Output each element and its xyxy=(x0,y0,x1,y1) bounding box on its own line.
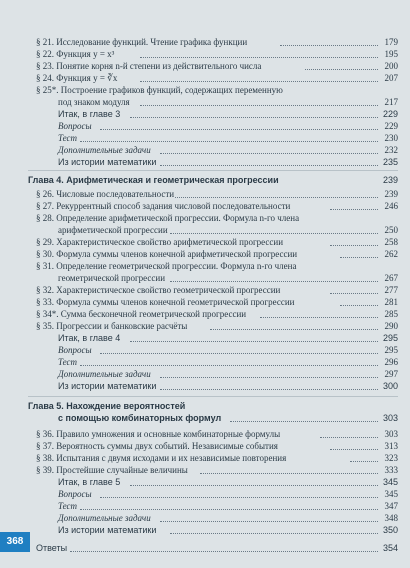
page-number-tab: 368 xyxy=(0,532,30,552)
toc-entry-page: 217 xyxy=(384,97,398,107)
divider xyxy=(28,396,398,397)
toc-entry[interactable] xyxy=(0,524,410,536)
toc-entry-label: Вопросы xyxy=(58,345,92,355)
toc-entry-label: под знаком модуля xyxy=(58,97,130,107)
toc-entry-label: § 27. Рекуррентный способ задания числовой последовательности xyxy=(36,201,291,211)
toc-entry-page: 267 xyxy=(384,273,398,283)
toc-entry-page: 297 xyxy=(384,369,398,379)
toc-entry-page: 250 xyxy=(384,225,398,235)
toc-entry-page: 333 xyxy=(384,465,398,475)
leader-dots xyxy=(230,409,378,422)
toc-entry-page: 258 xyxy=(384,237,398,247)
toc-entry-label: арифметической прогрессии xyxy=(58,225,168,235)
toc-entry-label: § 31. Определение геометрической прогрессии. Формула n-го члена xyxy=(36,261,297,271)
toc-entry-label: § 35. Прогрессии и банковские расчёты xyxy=(36,321,188,331)
toc-chapter-title: Глава 4. Арифметическая и геометрическая прогрессии xyxy=(28,175,279,185)
toc-entry-label: § 38. Испытания с двумя исходами и их независимые повторения xyxy=(36,453,287,463)
toc-entry-page: 229 xyxy=(382,109,398,119)
toc-entry-label: Тест xyxy=(58,133,78,143)
toc-entry-page: 200 xyxy=(384,61,398,71)
toc-entry-label: § 21. Исследование функций. Чтение графика функции xyxy=(36,37,248,47)
toc-entry-label: § 23. Понятие корня n-й степени из действительного числа xyxy=(36,61,262,71)
toc-entry-label: Итак, в главе 5 xyxy=(58,477,121,487)
toc-entry-page: 323 xyxy=(384,453,398,463)
toc-entry-page: 350 xyxy=(382,525,398,535)
toc-entry[interactable] xyxy=(0,156,410,168)
toc-chapter-title: с помощью комбинаторных формул xyxy=(58,413,222,423)
toc-entry-page: 262 xyxy=(384,249,398,259)
toc-entry-label: Тест xyxy=(58,501,78,511)
toc-entry-page: 300 xyxy=(382,381,398,391)
leader-dots xyxy=(340,245,378,258)
toc-entry-label: геометрической прогрессии xyxy=(58,273,166,283)
toc-entry-page: 235 xyxy=(382,157,398,167)
toc-entry-label: § 39. Простейшие случайные величины xyxy=(36,465,188,475)
toc-entry-label: § 22. Функция y = x³ xyxy=(36,49,115,59)
toc-entry-page: 345 xyxy=(384,489,398,499)
leader-dots xyxy=(70,539,378,552)
toc-entry-label: Ответы xyxy=(36,543,68,553)
toc-entry-page: 303 xyxy=(382,413,398,423)
toc-entry-label: Дополнительные задачи xyxy=(58,145,151,155)
toc-entry-page: 354 xyxy=(382,543,398,553)
toc-entry-page: 232 xyxy=(384,145,398,155)
toc-entry-page: 345 xyxy=(382,477,398,487)
toc-entry-page: 347 xyxy=(384,501,398,511)
toc-entry[interactable] xyxy=(0,200,410,212)
toc-entry-label: § 34*. Сумма бесконечной геометрической прогрессии xyxy=(36,309,247,319)
toc-entry-label: Из истории математики xyxy=(58,525,157,535)
toc-entry-label: § 24. Функция y = ∛x xyxy=(36,73,118,83)
toc-chapter-title: Глава 5. Нахождение вероятностей xyxy=(28,401,186,411)
toc-entry-page: 207 xyxy=(384,73,398,83)
toc-entry-page: 296 xyxy=(384,357,398,367)
toc-entry-label: § 28. Определение арифметической прогрессии. Формула n-го члена xyxy=(36,213,300,223)
toc-entry-page: 303 xyxy=(384,429,398,439)
toc-entry-label: Из истории математики xyxy=(58,157,157,167)
toc-entry-page: 195 xyxy=(384,49,398,59)
toc-entry-label: Из истории математики xyxy=(58,381,157,391)
toc-entry-label: § 30. Формула суммы членов конечной арифметической прогрессии xyxy=(36,249,298,259)
toc-entry-page: 281 xyxy=(384,297,398,307)
leader-dots xyxy=(330,197,378,210)
leader-dots xyxy=(160,377,378,390)
toc-entry[interactable] xyxy=(0,248,410,260)
toc-entry-page: 290 xyxy=(384,321,398,331)
toc-entry-label: Итак, в главе 3 xyxy=(58,109,121,119)
toc-entry-label: Дополнительные задачи xyxy=(58,369,151,379)
toc-entry-label: § 25*. Построение графиков функций, содержащих переменную xyxy=(36,85,283,95)
toc-chapter-continuation[interactable] xyxy=(0,412,410,424)
toc-entry[interactable] xyxy=(0,72,410,84)
toc-entry-answers[interactable] xyxy=(0,542,410,554)
toc-entry-label: § 33. Формула суммы членов конечной геометрической прогрессии xyxy=(36,297,295,307)
toc-entry-label: § 29. Характеристическое свойство арифметической прогрессии xyxy=(36,237,284,247)
toc-entry-label: Вопросы xyxy=(58,121,92,131)
toc-entry-label: Итак, в главе 4 xyxy=(58,333,121,343)
toc-entry-page: 246 xyxy=(384,201,398,211)
toc-entry-page: 230 xyxy=(384,133,398,143)
toc-entry-label: § 32. Характеристическое свойство геометрической прогрессии xyxy=(36,285,281,295)
divider xyxy=(28,170,398,171)
toc-entry-page: 239 xyxy=(382,175,398,185)
toc-entry-label: § 37. Вероятность суммы двух событий. Независимые события xyxy=(36,441,278,451)
toc-entry-label: § 36. Правило умножения и основные комбинаторные формулы xyxy=(36,429,281,439)
toc-entry[interactable] xyxy=(0,380,410,392)
toc-entry[interactable] xyxy=(0,440,410,452)
toc-entry-label: Тест xyxy=(58,357,78,367)
toc-entry-page: 229 xyxy=(384,121,398,131)
toc-entry-page: 295 xyxy=(382,333,398,343)
toc-entry-page: 179 xyxy=(384,37,398,47)
toc-entry-page: 313 xyxy=(384,441,398,451)
toc-entry-label: Вопросы xyxy=(58,489,92,499)
toc-entry-page: 285 xyxy=(384,309,398,319)
toc-entry-label: § 26. Числовые последовательности xyxy=(36,189,175,199)
toc-entry-page: 239 xyxy=(384,189,398,199)
toc-entry-page: 348 xyxy=(384,513,398,523)
toc-entry-page: 295 xyxy=(384,345,398,355)
leader-dots xyxy=(170,521,378,534)
toc-entry-label: Дополнительные задачи xyxy=(58,513,151,523)
toc-entry-page: 277 xyxy=(384,285,398,295)
leader-dots xyxy=(160,153,378,166)
